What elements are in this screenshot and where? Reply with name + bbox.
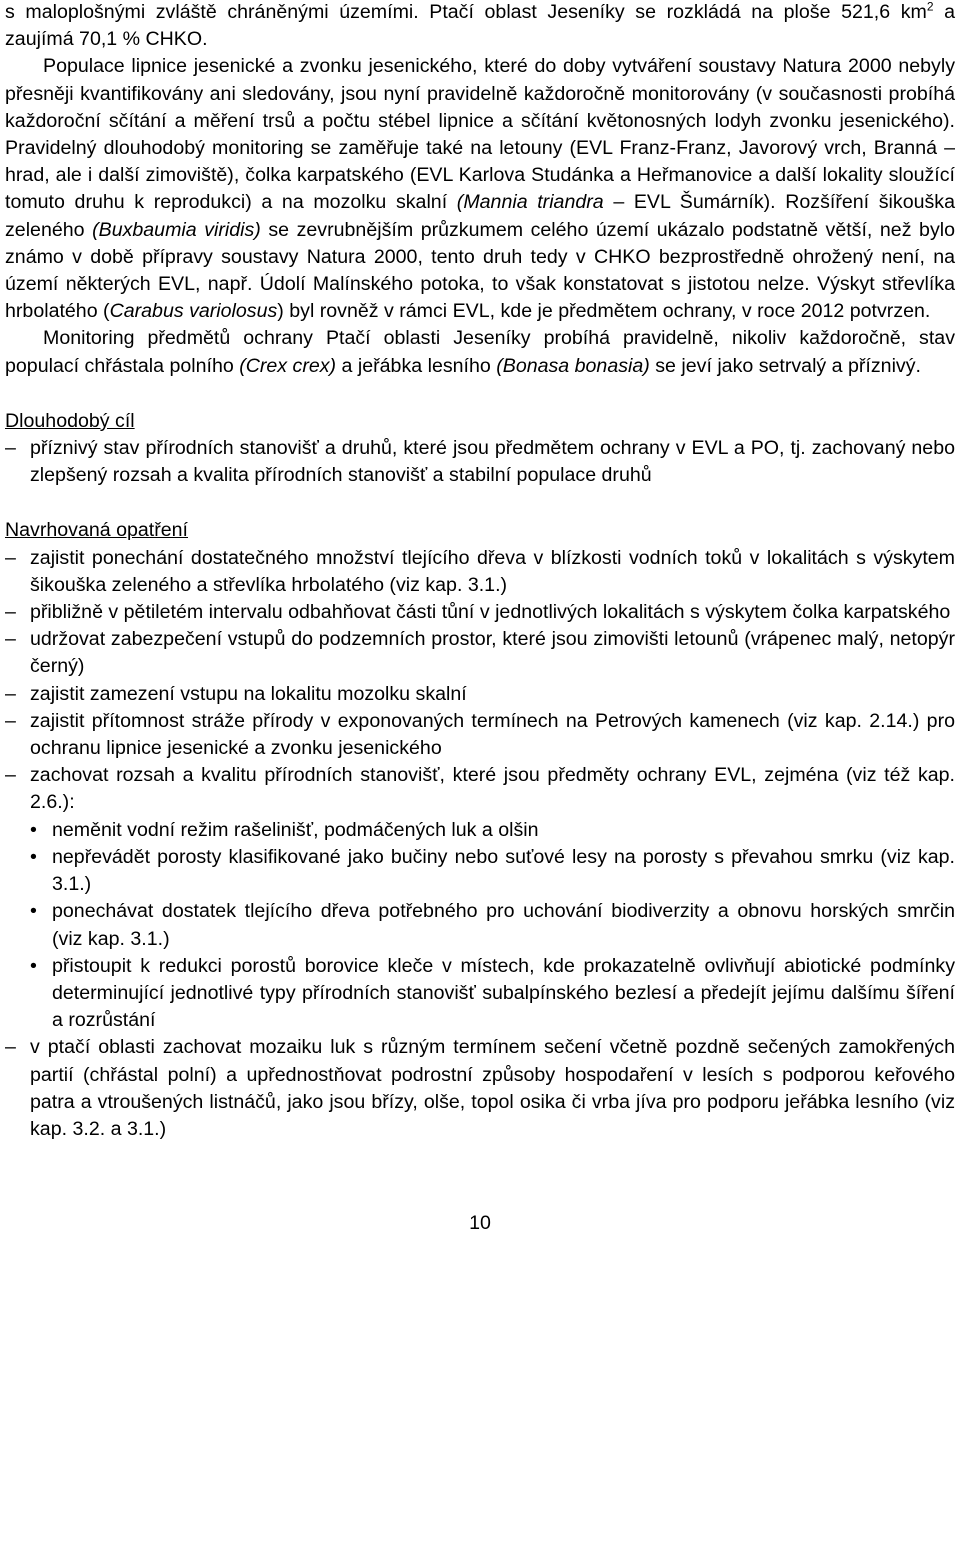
bullet-marker: • (30, 845, 37, 868)
list-item: – přibližně v pětiletém intervalu odbahňovat části tůní v jednotlivých lokalitách s výskytem čolka karpatského (5, 599, 955, 626)
dash-marker: – (5, 764, 16, 787)
goal-list (5, 435, 955, 489)
measures-list (5, 545, 955, 817)
dash-marker: – (5, 709, 16, 732)
paragraph-intro: s maloplošnými zvláště chráněnými územími. Ptačí oblast Jeseníky se rozkládá na ploše 521,6 $km^2$ a zaujímá 70,1 % CHKO. (5, 0, 955, 51)
list-item: – zajistit přítomnost stráže přírody v exponovaných termínech na Petrových kamenech (viz kap. 2.14.) pro ochranu lipnice jesenické a zvonku jesenického (5, 709, 955, 760)
heading-proposed-measures: Navrhovaná opatření (5, 519, 188, 542)
document-page (5, 0, 955, 1143)
dash-marker: – (5, 682, 16, 705)
measures-list-end (5, 1034, 955, 1143)
list-item: – zajistit zamezení vstupu na lokalitu mozolku skalní (5, 681, 955, 708)
heading-long-term-goal: Dlouhodobý cíl (5, 409, 135, 432)
page-number: 10 (469, 1212, 491, 1234)
bullet-marker: • (30, 954, 37, 977)
list-item: – udržovat zabezpečení vstupů do podzemních prostor, které jsou zimovišti letounů (vrápenec malý, netopýr černý) (5, 628, 955, 678)
bullet-item: • nepřevádět porosty klasifikované jako bučiny nebo suťové lesy na porosty s převahou smrku (viz kap. 3.1.) (30, 845, 955, 896)
dash-marker: – (5, 601, 16, 624)
bullet-marker: • (30, 900, 37, 923)
dash-marker: – (5, 1036, 16, 1059)
list-item: – zajistit ponechání dostatečného množství tlejícího dřeva v blízkosti vodních toků v lokalitách s výskytem šikouška zeleného a střevlíka hrbolatého (viz kap. 3.1.) (5, 546, 955, 596)
bullet-item: • přistoupit k redukci porostů borovice kleče v místech, kde prokazatelně ovlivňují abiotické podmínky determinující jednotlivé typy přírodních stanovišť subalpínského bezlesí a předejít jejímu dalšímu šíření a rozrůstání (30, 954, 955, 1032)
dash-marker: – (5, 546, 16, 569)
bullet-marker: • (30, 818, 37, 841)
bullet-item: • ponechávat dostatek tlejícího dřeva potřebného pro uchování biodiverzity a obnovu horských smrčin (viz kap. 3.1.) (30, 900, 955, 950)
habitat-bullet-list (5, 817, 955, 1035)
paragraph-populations: Populace lipnice jesenické a zvonku jesenického, které do doby vytváření soustavy Natura 2000 nebyly přesněji kvantifikovány ani sledovány, jsou nyní pravidelně každoročně monitorovány (v současnosti probíhá každoroční sčítání a měření trsů a počtu stébel lipnice a sčítání květonosných lodyh zvonku jesenického). Pravidelný dlouhodobý monitoring se zaměřuje také na letouny (EVL Franz-Franz, Javorový vrch, Branná – hrad, ale i další zimoviště), čolka karpatského (EVL Karlova Studánka a Heřmanovice a další lokality sloužící tomuto druhu k reprodukci) a na mozolku skalní (Mannia triandra – EVL Šumárník). Rozšíření šikouška zeleného (Buxbaumia viridis) se zevrubnějším průzkumem celého území ukázalo podstatně větší, než bylo známo v době přípravy soustavy Natura 2000, tento druh tedy v CHKO bezprostředně ohrožený není, na území některých EVL, např. Údolí Malínského potoka, to však konstatovat s jistotou nelze. Výskyt střevlíka hrbolatého (Carabus variolosus) byl rovněž v rámci EVL, kde je předmětem ochrany, v roce 2012 potvrzen. (5, 55, 955, 323)
list-item: – příznivý stav přírodních stanovišť a druhů, které jsou předmětem ochrany v EVL a PO, tj. zachovaný nebo zlepšený rozsah a kvalita přírodních stanovišť a stabilní populace druhů (5, 437, 955, 487)
list-item: – v ptačí oblasti zachovat mozaiku luk s různým termínem sečení včetně pozdně sečených zamokřených partií (chřástal polní) a upřednostňovat podrostní způsoby hospodaření v lesích s podporou keřového patra a vtroušených listnáčů, jako jsou břízy, olše, topol osika či vrba jíva pro podporu jeřábka lesního (viz kap. 3.2. a 3.1.) (5, 1036, 955, 1140)
paragraph-bird-monitoring: Monitoring předmětů ochrany Ptačí oblasti Jeseníky probíhá pravidelně, nikoliv každoročně, stav populací chřástala polního (Crex crex) a jeřábka lesního (Bonasa bonasia) se jeví jako setrvalý a příznivý. (5, 327, 955, 377)
list-item: – zachovat rozsah a kvalitu přírodních stanovišť, které jsou předměty ochrany EVL, zejména (viz též kap. 2.6.): (5, 764, 955, 814)
dash-marker: – (5, 628, 16, 651)
dash-marker: – (5, 437, 16, 460)
bullet-item: • neměnit vodní režim rašelinišť, podmáčených luk a olšin (5, 817, 955, 844)
